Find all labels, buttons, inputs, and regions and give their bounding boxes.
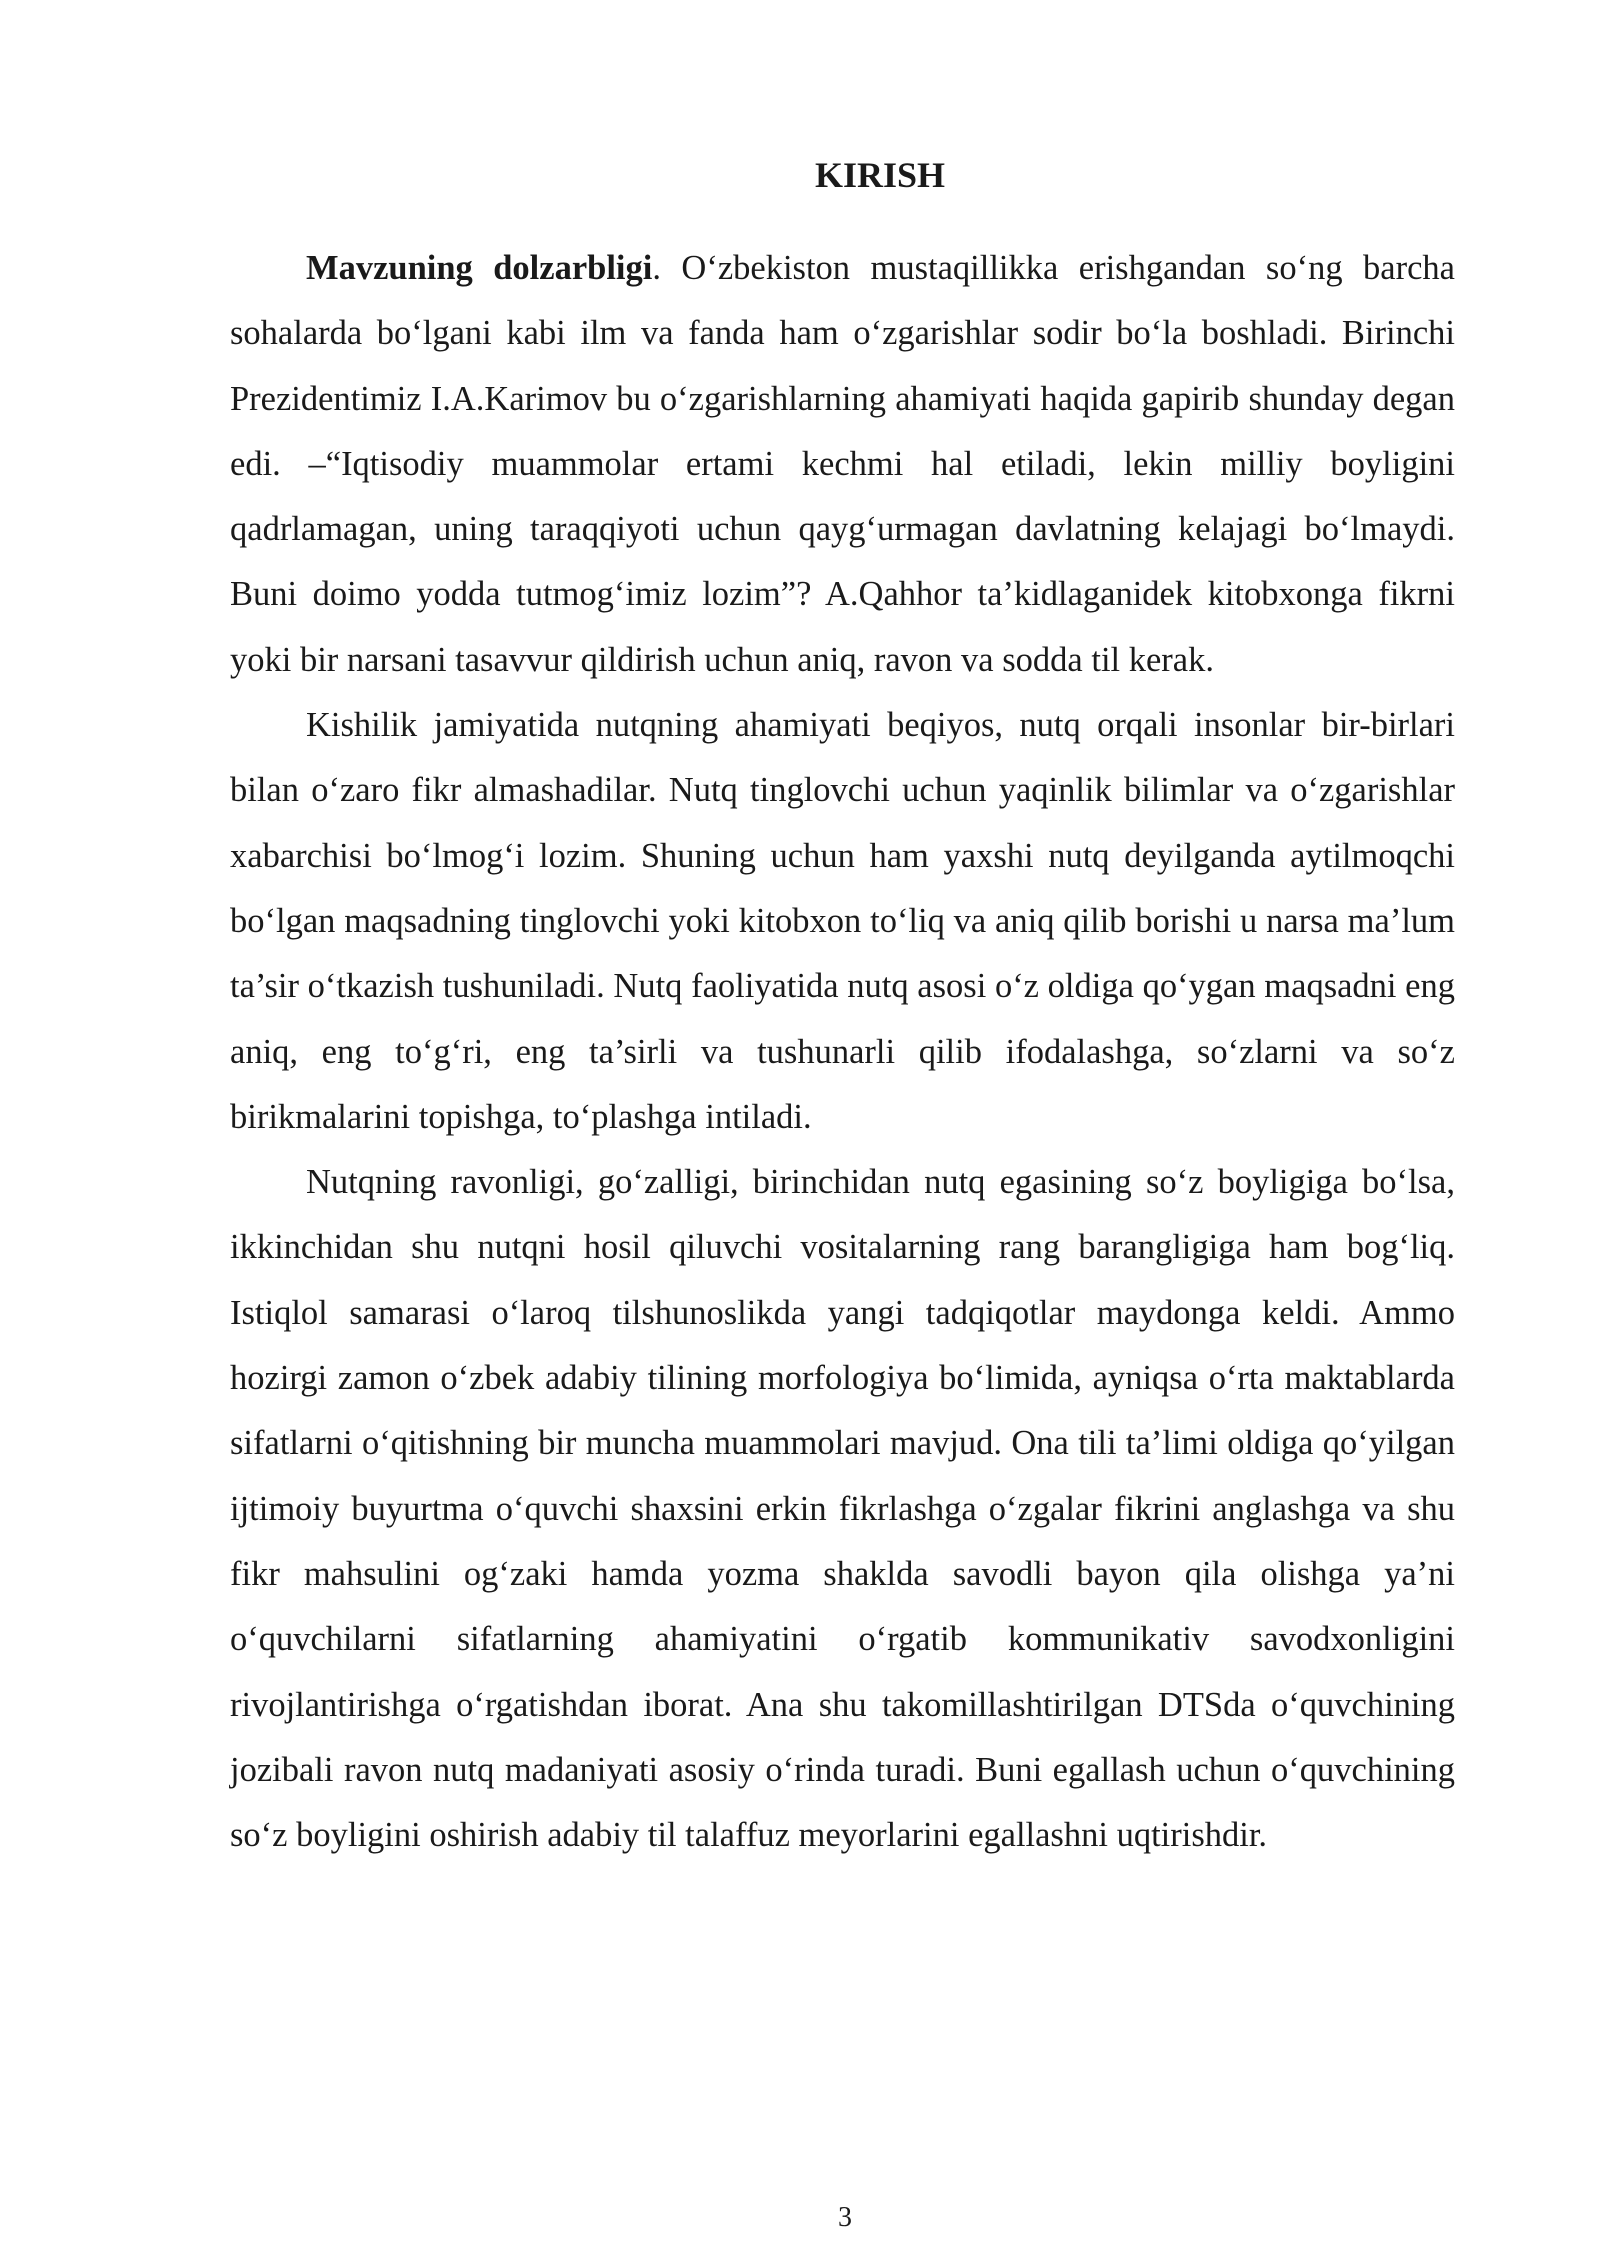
- paragraph-text: Nutqning ravonligi, go‘zalligi, birinchidan nutq egasining so‘z boyligiga bo‘lsa, ikkinchidan shu nutqni hosil qiluvchi vositalarning rang barangligiga ham bog‘liq. Istiqlol samarasi o‘laroq tilshunoslikda yangi tadqiqotlar maydonga keldi. Ammo hozirgi zamon o‘zbek adabiy tilining morfologiya bo‘limida, ayniqsa o‘rta maktablarda sifatlarni o‘qitishning bir muncha muammolari mavjud. Ona tili ta’limi oldiga qo‘yilgan ijtimoiy buyurtma o‘quvchi shaxsini erkin fikrlashga o‘zgalar fikrini anglashga va shu fikr mahsulini og‘zaki hamda yozma shaklda savodli bayon qila olishga ya’ni o‘quvchilarni sifatlarning ahamiyatini o‘rgatib kommunikativ savodxonligini rivojlantirishga o‘rgatishdan iborat. Ana shu takomillashtirilgan DTSda o‘quvchining jozibali ravon nutq madaniyati asosiy o‘rinda turadi. Buni egallash uchun o‘quvchining so‘z boyligini oshirish adabiy til talaffuz meyorlarini egallashni uqtirishdir.: [230, 1163, 1455, 1855]
- body-text: [230, 236, 1455, 1868]
- page-title: KIRISH: [814, 155, 946, 195]
- paragraph-lead: Mavzuning dolzarbligi: [306, 249, 653, 287]
- paragraph-speech-fluency: [230, 1150, 1455, 1868]
- paragraph-relevance: [230, 236, 1455, 693]
- page-number: 3: [838, 2202, 852, 2233]
- paragraph-text: Kishilik jamiyatida nutqning ahamiyati beqiyos, nutq orqali insonlar bir-birlari bilan o‘zaro fikr almashadilar. Nutq tinglovchi uchun yaqinlik bilimlar va o‘zgarishlar xabarchisi bo‘lmog‘i lozim. Shuning uchun ham yaxshi nutq deyilganda aytilmoqchi bo‘lgan maqsadning tinglovchi yoki kitobxon to‘liq va aniq qilib borishi u narsa ma’lum ta’sir o‘tkazish tushuniladi. Nutq faoliyatida nutq asosi o‘z oldiga qo‘ygan maqsadni eng aniq, eng to‘g‘ri, eng ta’sirli va tushunarli qilib ifodalashga, so‘zlarni va so‘z birikmalarini topishga, to‘plashga intiladi.: [230, 706, 1455, 1136]
- paragraph-speech-importance: [230, 693, 1455, 1150]
- paragraph-text: . O‘zbekiston mustaqillikka erishgandan so‘ng barcha sohalarda bo‘lgani kabi ilm va fanda ham o‘zgarishlar sodir bo‘la boshladi. Birinchi Prezidentimiz I.A.Karimov bu o‘zgarishlarning ahamiyati haqida gapirib shunday degan edi. –“Iqtisodiy muammolar ertami kechmi hal etiladi, lekin milliy boyligini qadrlamagan, uning taraqqiyoti uchun qayg‘urmagan davlatning kelajagi bo‘lmaydi. Buni doimo yodda tutmog‘imiz lozim”? A.Qahhor ta’kidlaganidek kitobxonga fikrni yoki bir narsani tasavvur qildirish uchun aniq, ravon va sodda til kerak.: [230, 249, 1455, 679]
